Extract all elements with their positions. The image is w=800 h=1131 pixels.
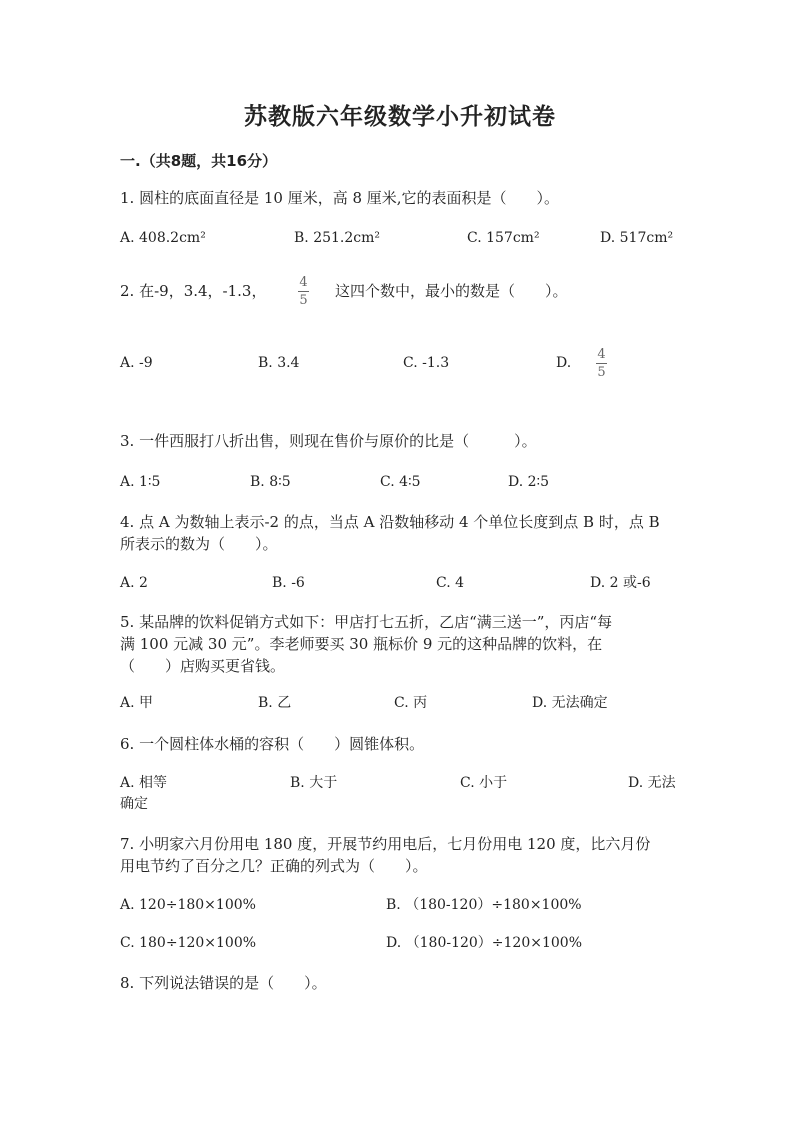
q3-option-b[interactable]: B. 8∶5 (250, 474, 291, 490)
q4-option-c[interactable]: C. 4 (436, 575, 465, 591)
question-7-line-1: 7. 小明家六月份用电 180 度，开展节约用电后，七月份用电 120 度，比六月份 (120, 835, 651, 853)
question-6: 6. 一个圆柱体水桶的容积（ ）圆锥体积。 (120, 735, 425, 753)
q6-option-c[interactable]: C. 小于 (460, 775, 508, 791)
q3-option-d[interactable]: D. 2∶5 (508, 474, 550, 490)
question-5-line-1: 5. 某品牌的饮料促销方式如下：甲店打七五折，乙店“满三送一”，丙店“每 (120, 613, 613, 631)
fraction-denominator: 5 (299, 293, 308, 308)
question-4-line-1: 4. 点 A 为数轴上表示-2 的点，当点 A 沿数轴移动 4 个单位长度到点 B 时，点 B (120, 513, 660, 531)
q6-option-d[interactable]: D. 无法 (628, 775, 676, 791)
q2-fraction (298, 275, 309, 308)
q2-option-d-fraction (596, 347, 607, 380)
question-5-line-3: （ ）店购买更省钱。 (120, 657, 286, 675)
q1-option-a[interactable]: A. 408.2cm² (120, 230, 206, 246)
q6-option-b[interactable]: B. 大于 (290, 775, 338, 791)
q5-option-b[interactable]: B. 乙 (258, 695, 292, 711)
q4-option-b[interactable]: B. -6 (272, 575, 305, 591)
q2-option-c[interactable]: C. -1.3 (403, 355, 450, 371)
question-4-line-2: 所表示的数为（ ）。 (120, 535, 278, 553)
question-7-line-2: 用电节约了百分之几？正确的列式为（ ）。 (120, 857, 428, 875)
q1-option-d[interactable]: D. 517cm² (600, 230, 674, 246)
question-3: 3. 一件西服打八折出售，则现在售价与原价的比是（ ）。 (120, 432, 537, 450)
q7-option-c[interactable]: C. 180÷120×100% (120, 935, 257, 951)
q7-option-a[interactable]: A. 120÷180×100% (120, 897, 256, 913)
q3-option-c[interactable]: C. 4∶5 (380, 474, 421, 490)
question-2-lead: 2. 在-9，3.4，-1.3， (120, 282, 267, 300)
question-1: 1. 圆柱的底面直径是 10 厘米，高 8 厘米,它的表面积是（ ）。 (120, 189, 560, 207)
q6-option-d-wrap: 确定 (120, 796, 148, 812)
q2-option-a[interactable]: A. -9 (120, 355, 153, 371)
q3-option-a[interactable]: A. 1∶5 (120, 474, 161, 490)
question-5-line-2: 满 100 元减 30 元”。李老师要买 30 瓶标价 9 元的这种品牌的饮料，在 (120, 635, 603, 653)
fraction-bar (596, 363, 607, 364)
page-title: 苏教版六年级数学小升初试卷 (244, 103, 556, 130)
q1-option-b[interactable]: B. 251.2cm² (294, 230, 380, 246)
fraction-numerator: 4 (299, 275, 308, 290)
q6-option-a[interactable]: A. 相等 (120, 775, 168, 791)
q5-option-d[interactable]: D. 无法确定 (532, 695, 608, 711)
q4-option-a[interactable]: A. 2 (120, 575, 148, 591)
question-2-tail: 这四个数中，最小的数是（ ）。 (335, 282, 568, 300)
fraction-denominator: 5 (597, 365, 606, 380)
q2-option-b[interactable]: B. 3.4 (258, 355, 300, 371)
question-8: 8. 下列说法错误的是（ ）。 (120, 974, 327, 992)
q2-option-d[interactable]: D. (556, 355, 572, 371)
section-heading: 一.（共8题，共16分） (120, 152, 278, 170)
q7-option-d[interactable]: D. （180-120）÷120×100% (386, 935, 583, 951)
fraction-numerator: 4 (597, 347, 606, 362)
q5-option-c[interactable]: C. 丙 (394, 695, 428, 711)
q1-option-c[interactable]: C. 157cm² (467, 230, 540, 246)
q5-option-a[interactable]: A. 甲 (120, 695, 154, 711)
q4-option-d[interactable]: D. 2 或-6 (590, 575, 651, 591)
fraction-bar (298, 291, 309, 292)
q7-option-b[interactable]: B. （180-120）÷180×100% (386, 897, 582, 913)
